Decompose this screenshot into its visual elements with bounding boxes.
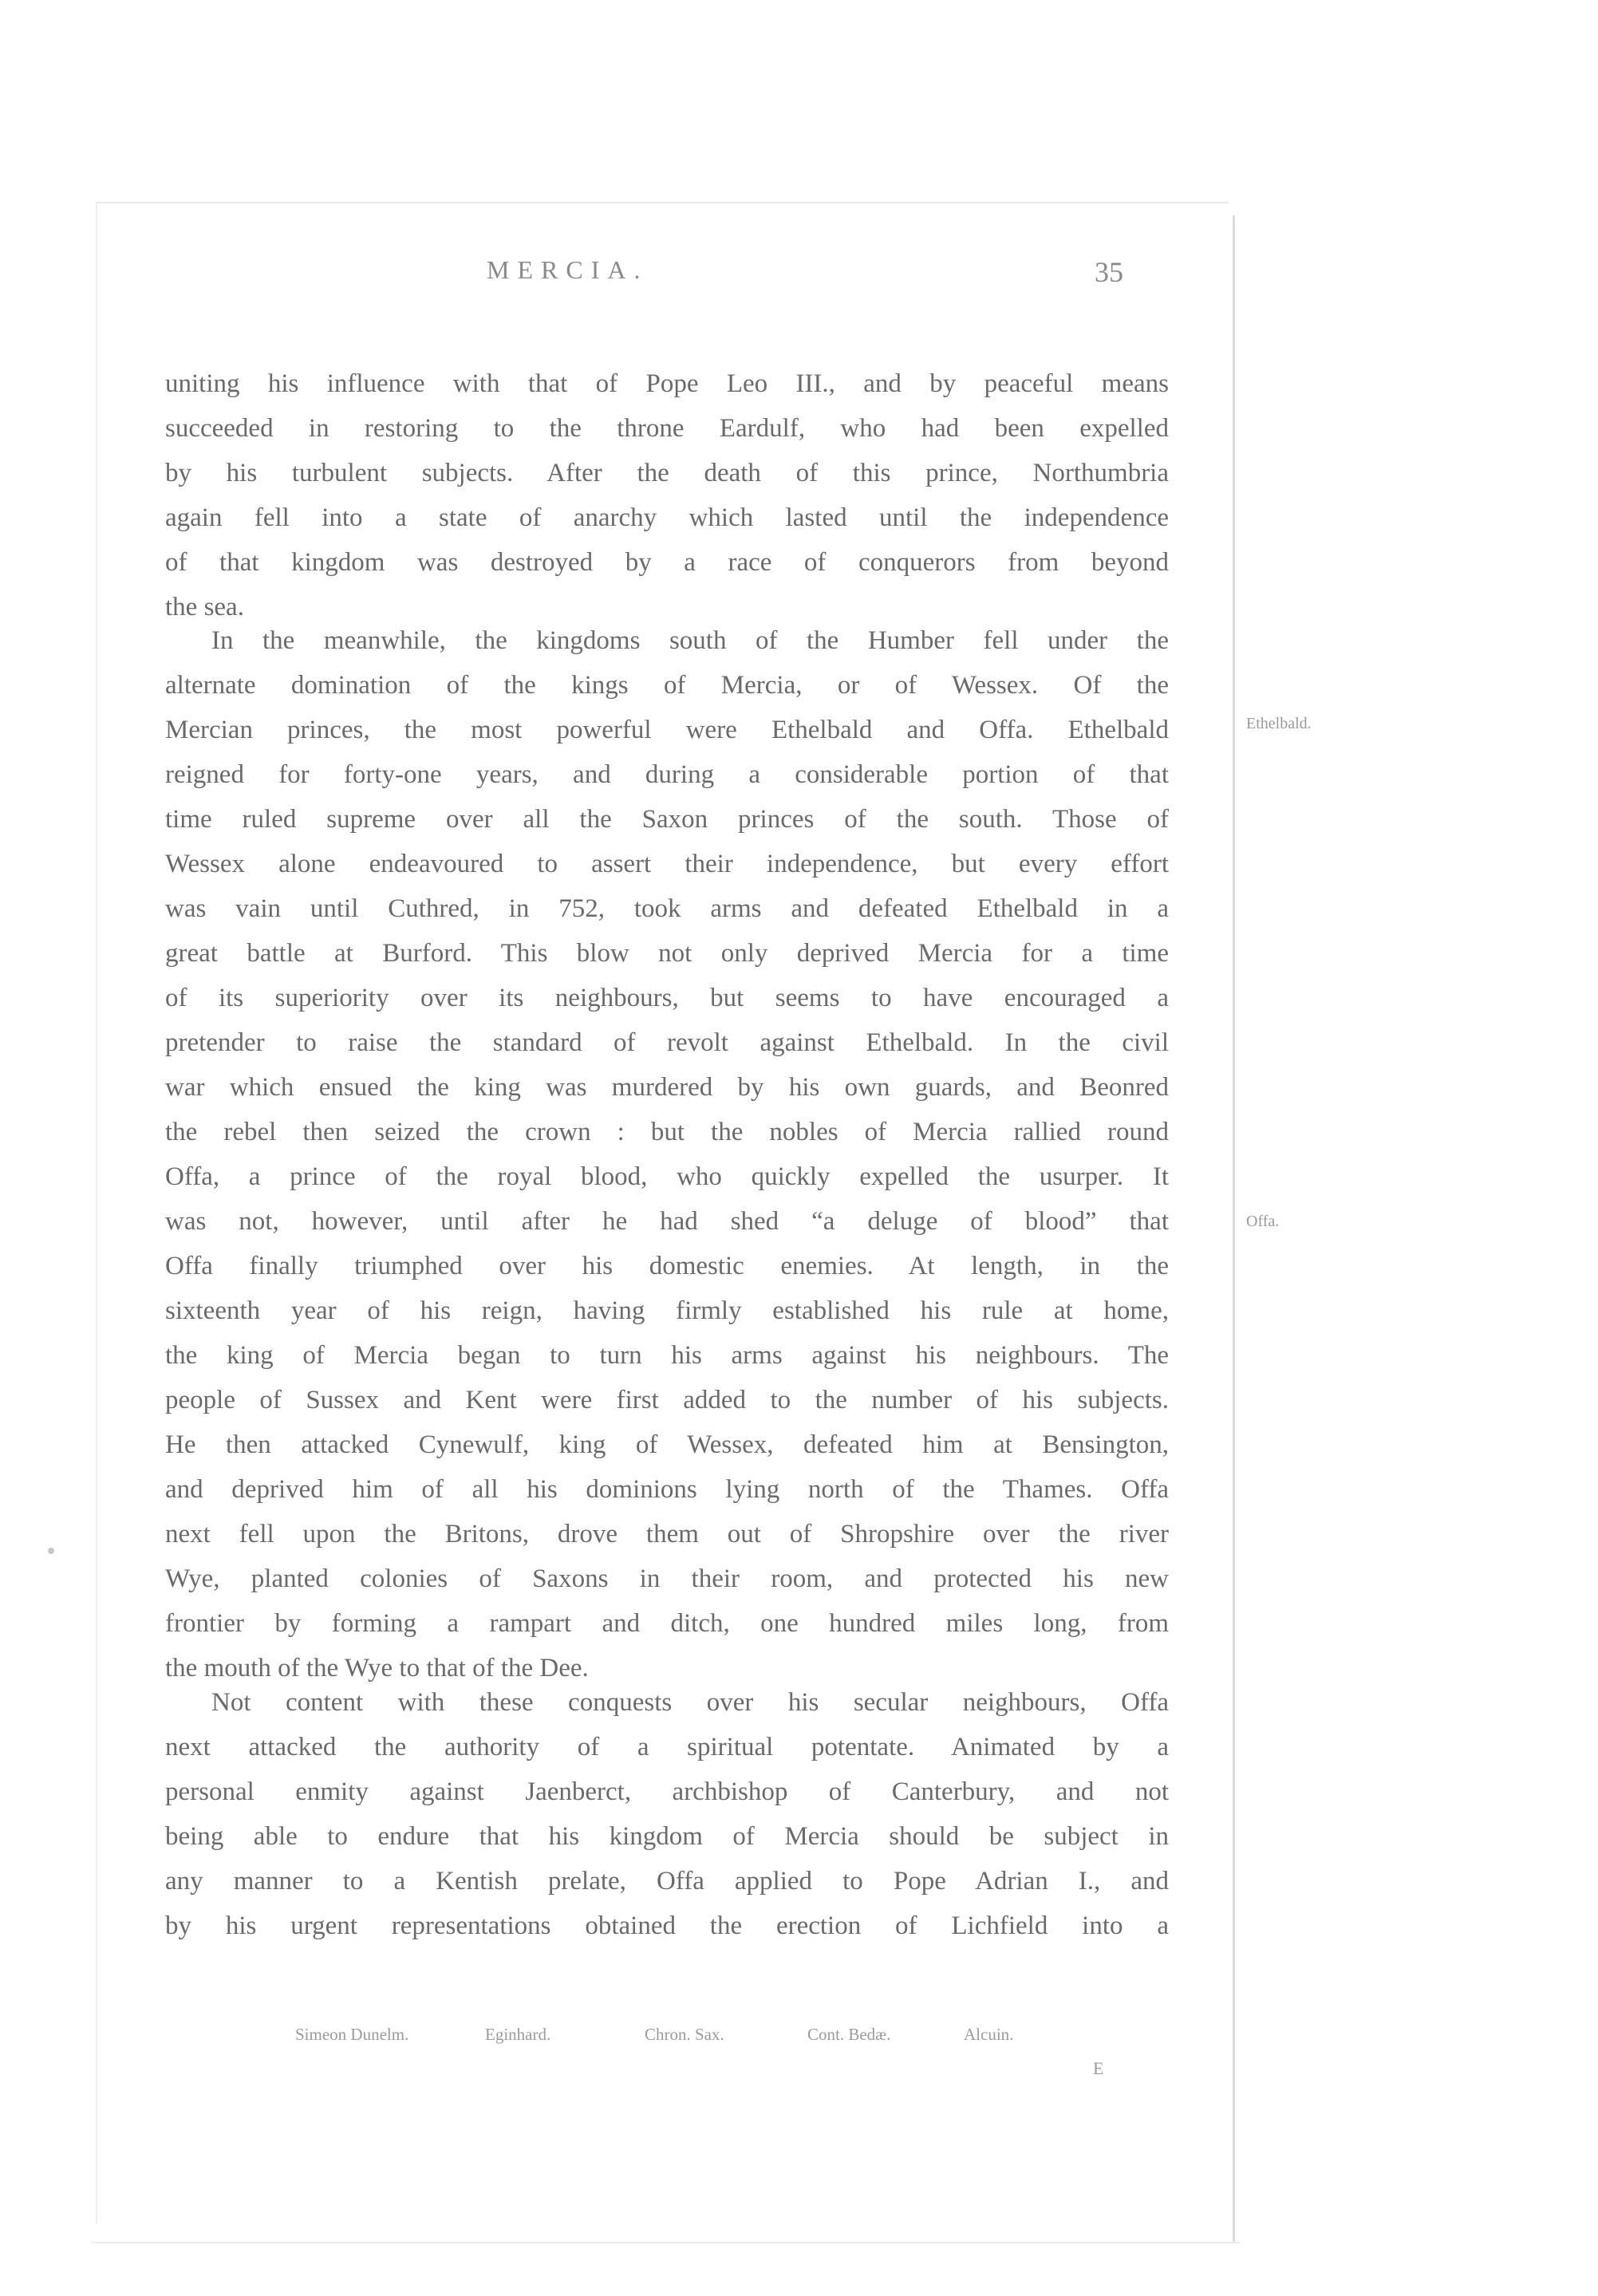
text-line: time ruled supreme over all the Saxon princes of the south. Those of — [165, 805, 1169, 834]
text-line: personal enmity against Jaenberct, archbishop of Canterbury, and not — [165, 1777, 1169, 1806]
text-line: any manner to a Kentish prelate, Offa applied to Pope Adrian I., and — [165, 1867, 1169, 1896]
text-line: the mouth of the Wye to that of the Dee. — [165, 1654, 589, 1683]
text-line: by his urgent representations obtained the erection of Lichfield into a — [165, 1911, 1169, 1940]
text-line: of its superiority over its neighbours, but seems to have encouraged a — [165, 984, 1169, 1012]
margin-note-ethelbald: Ethelbald. — [1246, 715, 1312, 732]
text-line: He then attacked Cynewulf, king of Wessex, defeated him at Bensington, — [165, 1430, 1169, 1459]
text-line: succeeded in restoring to the throne Eardulf, who had been expelled — [165, 414, 1169, 443]
text-line: was not, however, until after he had shed “a deluge of blood” that — [165, 1207, 1169, 1236]
text-line: Mercian princes, the most powerful were Ethelbald and Offa. Ethelbald — [165, 716, 1169, 744]
text-line: Wye, planted colonies of Saxons in their room, and protected his new — [165, 1564, 1169, 1593]
text-line: by his turbulent subjects. After the death of this prince, Northumbria — [165, 459, 1169, 487]
text-line: Offa finally triumphed over his domestic enemies. At length, in the — [165, 1252, 1169, 1280]
signature-mark: E — [1093, 2058, 1104, 2078]
text-line: frontier by forming a rampart and ditch, one hundred miles long, from — [165, 1609, 1169, 1638]
footnote-citation: Simeon Dunelm. — [295, 2025, 409, 2044]
margin-note-offa: Offa. — [1246, 1213, 1280, 1230]
page-frame-right-rule — [1233, 215, 1235, 2242]
text-line: and deprived him of all his dominions lying north of the Thames. Offa — [165, 1475, 1169, 1504]
footnote-citation: Chron. Sax. — [645, 2025, 724, 2044]
page-frame-top-rule — [96, 202, 1229, 203]
text-line: the rebel then seized the crown : but the nobles of Mercia rallied round — [165, 1118, 1169, 1146]
text-line: next attacked the authority of a spiritual potentate. Animated by a — [165, 1733, 1169, 1761]
text-line: uniting his influence with that of Pope Leo III., and by peaceful means — [165, 369, 1169, 398]
footnote-citation: Alcuin. — [964, 2025, 1014, 2044]
text-line: Wessex alone endeavoured to assert their independence, but every effort — [165, 850, 1169, 878]
text-line: sixteenth year of his reign, having firmly established his rule at home, — [165, 1296, 1169, 1325]
running-head: MERCIA. — [487, 255, 649, 284]
text-line: alternate domination of the kings of Mercia, or of Wessex. Of the — [165, 671, 1169, 700]
text-line: war which ensued the king was murdered by his own guards, and Beonred — [165, 1073, 1169, 1102]
text-line: again fell into a state of anarchy which lasted until the independence — [165, 503, 1169, 532]
text-line: the king of Mercia began to turn his arms against his neighbours. The — [165, 1341, 1169, 1370]
text-line: pretender to raise the standard of revolt against Ethelbald. In the civil — [165, 1028, 1169, 1057]
text-line: next fell upon the Britons, drove them out of Shropshire over the river — [165, 1520, 1169, 1548]
paper-speck — [48, 1548, 54, 1554]
text-line: people of Sussex and Kent were first added to the number of his subjects. — [165, 1386, 1169, 1414]
footnote-citation: Cont. Bedæ. — [807, 2025, 891, 2044]
text-line: being able to endure that his kingdom of Mercia should be subject in — [165, 1822, 1169, 1851]
text-line: reigned for forty-one years, and during a considerable portion of that — [165, 760, 1169, 789]
page-number: 35 — [1095, 256, 1123, 288]
page-frame-left-rule — [96, 202, 97, 2224]
text-line: great battle at Burford. This blow not only deprived Mercia for a time — [165, 939, 1169, 968]
text-line: of that kingdom was destroyed by a race of conquerors from beyond — [165, 548, 1169, 577]
text-line: Offa, a prince of the royal blood, who quickly expelled the usurper. It — [165, 1162, 1169, 1191]
footnote-citation: Eginhard. — [485, 2025, 551, 2044]
page-frame-bottom-rule — [92, 2242, 1241, 2243]
text-line: In the meanwhile, the kingdoms south of the Humber fell under the — [211, 626, 1169, 655]
text-line: was vain until Cuthred, in 752, took arms and defeated Ethelbald in a — [165, 894, 1169, 923]
text-line: the sea. — [165, 593, 244, 621]
text-line: Not content with these conquests over his secular neighbours, Offa — [211, 1688, 1169, 1717]
